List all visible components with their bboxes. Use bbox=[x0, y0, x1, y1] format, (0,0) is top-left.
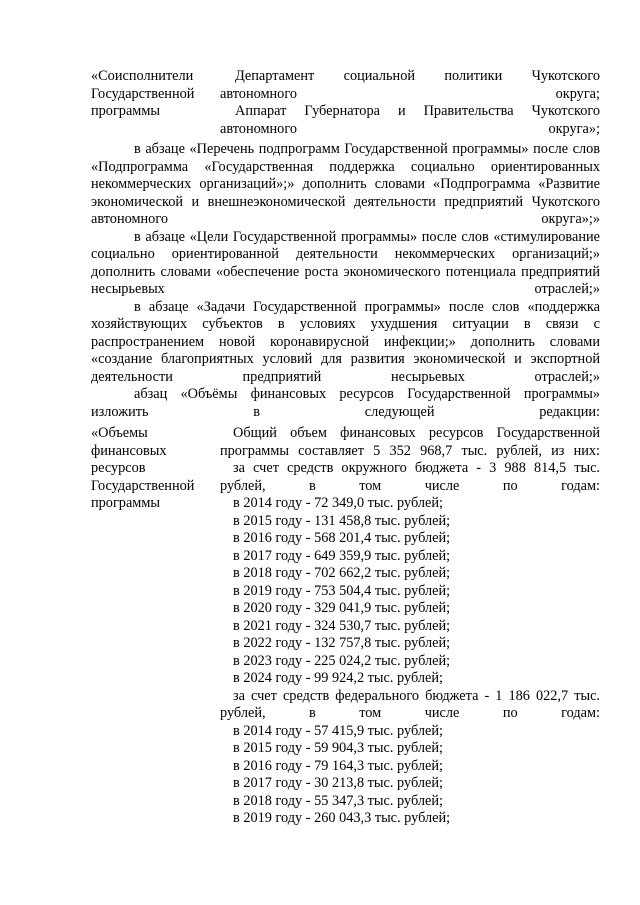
funding-label-line: программы bbox=[91, 495, 161, 511]
district-year-item: в 2014 году - 72 349,0 тыс. рублей; bbox=[233, 495, 443, 511]
amendment-paragraph: абзац «Объёмы финансовых ресурсов Государственной программы» изложить в следующей редакции: bbox=[91, 386, 600, 420]
coexecutors-label-line: программы bbox=[91, 103, 161, 119]
amendments-section bbox=[91, 141, 600, 421]
federal-years-list bbox=[220, 723, 600, 828]
district-year-item: в 2021 году - 324 530,7 тыс. рублей; bbox=[233, 617, 451, 634]
funding-label-line: ресурсов bbox=[91, 460, 146, 476]
coexecutors-row bbox=[91, 68, 600, 138]
federal-year-item: в 2019 году - 260 043,3 тыс. рублей; bbox=[233, 810, 451, 826]
funding-label-line: Государственной bbox=[91, 477, 195, 494]
federal-budget-intro: за счет средств федерального бюджета - 1 186 022,7 тыс. рублей, в том числе по годам: bbox=[220, 687, 600, 721]
funding-row bbox=[91, 425, 600, 828]
funding-details bbox=[220, 425, 600, 828]
district-year-item: в 2016 году - 568 201,4 тыс. рублей; bbox=[233, 530, 451, 546]
district-year-item: в 2015 году - 131 458,8 тыс. рублей; bbox=[233, 512, 451, 529]
district-year-item: в 2022 году - 132 757,8 тыс. рублей; bbox=[233, 635, 451, 651]
coexecutors-label-line: Государственной bbox=[91, 85, 195, 102]
funding-total: Общий объем финансовых ресурсов Государственной программы составляет 5 352 968,7 тыс. рублей, из них: bbox=[220, 425, 600, 459]
federal-year-item: в 2015 году - 59 904,3 тыс. рублей; bbox=[233, 740, 443, 756]
federal-year-item: в 2018 году - 55 347,3 тыс. рублей; bbox=[233, 792, 443, 809]
funding-section bbox=[91, 425, 600, 828]
district-year-item: в 2020 году - 329 041,9 тыс. рублей; bbox=[233, 600, 451, 616]
amendment-paragraph: в абзаце «Перечень подпрограмм Государственной программы» после слов «Подпрограмма «Государственная поддержка социально ориентированных некоммерческих организаций»;» дополнить словами «Подпрограмма «Развитие экономической и внешнеэкономической деятельности предприятий Чукотского автономного округа»;» bbox=[91, 141, 600, 227]
coexecutor-item: Аппарат Губернатора и Правительства Чукотского автономного округа»; bbox=[220, 103, 600, 137]
coexecutors-label-line: «Соисполнители bbox=[91, 68, 194, 84]
funding-label bbox=[91, 425, 220, 828]
amendment-paragraph: в абзаце «Задачи Государственной программы» после слов «поддержка хозяйствующих субъектов в условиях ухудшения ситуации в связи с распространением новой коронавирусной инфекции;» дополнить словами «создание благоприятных условий для развития экономической и экспортной деятельности предприятий несырьевых отраслей;» bbox=[91, 298, 600, 385]
district-years-list bbox=[220, 495, 600, 688]
federal-year-item: в 2017 году - 30 213,8 тыс. рублей; bbox=[233, 775, 443, 791]
federal-year-item: в 2014 году - 57 415,9 тыс. рублей; bbox=[233, 722, 443, 739]
funding-label-line: «Объемы bbox=[91, 425, 148, 441]
district-year-item: в 2017 году - 649 359,9 тыс. рублей; bbox=[233, 547, 451, 564]
district-year-item: в 2018 году - 702 662,2 тыс. рублей; bbox=[233, 565, 451, 581]
coexecutors-section bbox=[91, 68, 600, 138]
coexecutor-item: Департамент социальной политики Чукотского автономного округа; bbox=[220, 68, 600, 102]
district-year-item: в 2023 году - 225 024,2 тыс. рублей; bbox=[233, 652, 451, 669]
district-year-item: в 2019 году - 753 504,4 тыс. рублей; bbox=[233, 582, 451, 599]
coexecutors-list bbox=[220, 68, 600, 138]
amendment-paragraph: в абзаце «Цели Государственной программы» после слов «стимулирование социально ориентированной деятельности некоммерческих организаций;» дополнить словами «обеспечение роста экономического потенциала предприятий несырьевых отраслей;» bbox=[91, 228, 600, 297]
funding-label-line: финансовых bbox=[91, 442, 167, 459]
district-budget-intro: за счет средств окружного бюджета - 3 988 814,5 тыс. рублей, в том числе по годам: bbox=[220, 460, 600, 494]
coexecutors-label bbox=[91, 68, 220, 138]
federal-year-item: в 2016 году - 79 164,3 тыс. рублей; bbox=[233, 757, 443, 774]
district-year-item: в 2024 году - 99 924,2 тыс. рублей; bbox=[233, 670, 443, 686]
